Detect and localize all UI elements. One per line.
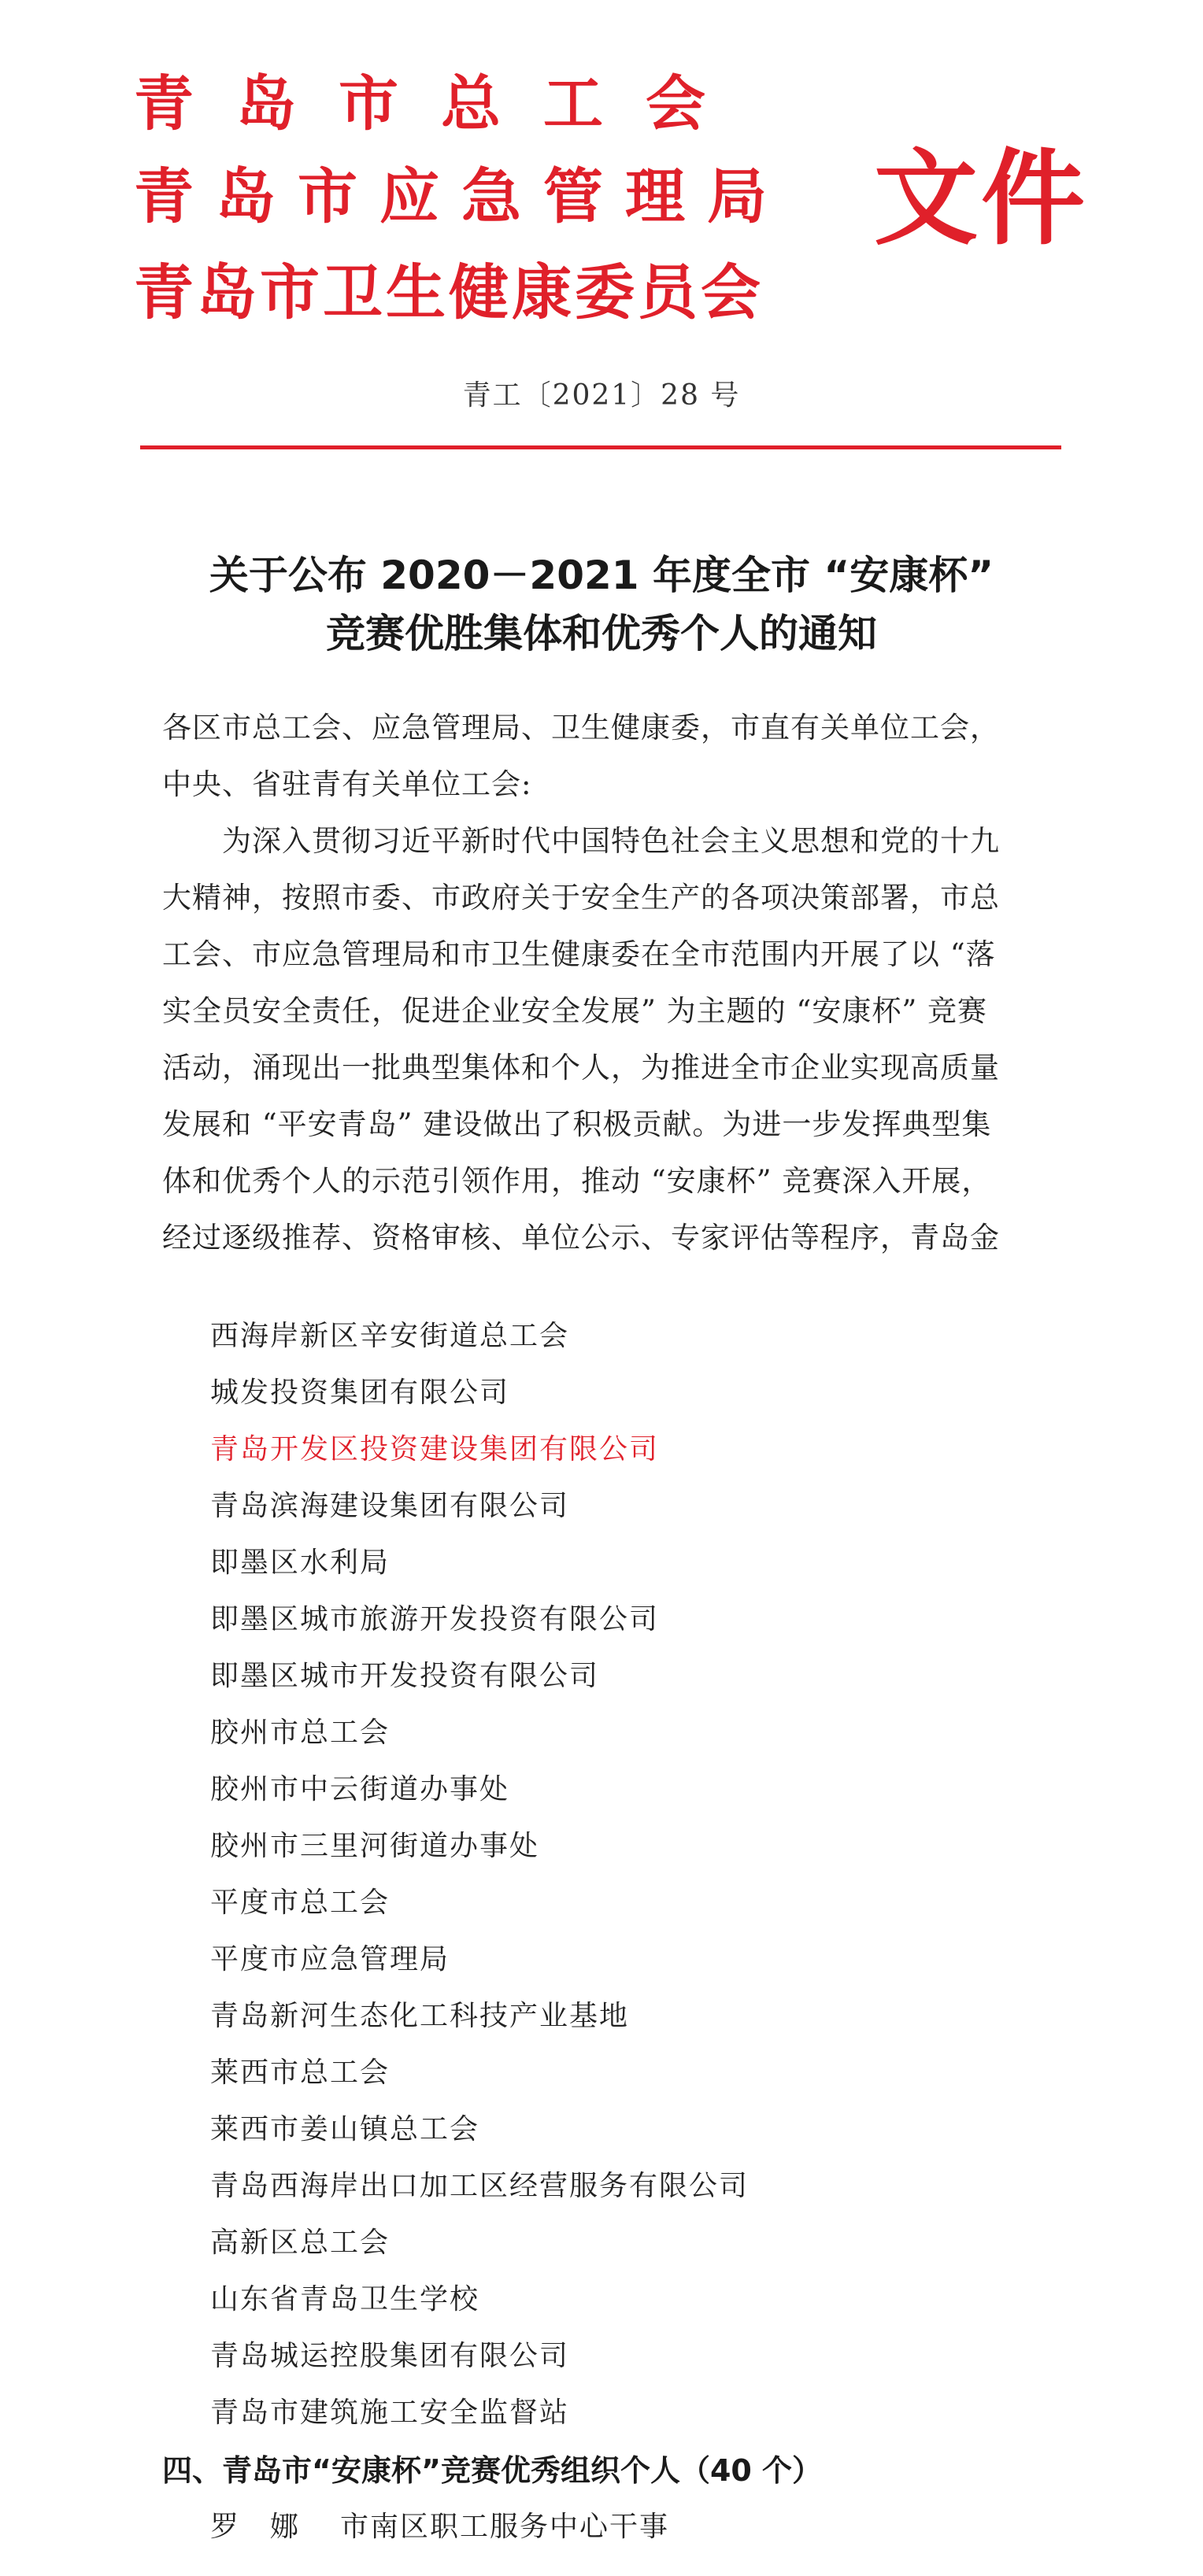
- list-item: 西海岸新区辛安街道总工会: [210, 1320, 570, 1352]
- body-line: 中央、省驻青有关单位工会:: [162, 767, 532, 801]
- list-item: 胶州市总工会: [210, 1717, 391, 1749]
- document-number: 青工〔2021〕28 号: [462, 379, 741, 412]
- red-divider: [140, 445, 1061, 449]
- list-item: 莱西市总工会: [210, 2057, 391, 2089]
- list-item: 青岛市建筑施工安全监督站: [210, 2397, 570, 2429]
- body-line: 活动，涌现出一批典型集体和个人，为推进全市企业实现高质量: [162, 1051, 1000, 1085]
- body-line: 经过逐级推荐、资格审核、单位公示、专家评估等程序，青岛金: [162, 1221, 1000, 1255]
- notice-title-line-1: 关于公布 2020－2021 年度全市 “安康杯”: [209, 553, 994, 598]
- list-item: 青岛新河生态化工科技产业基地: [210, 2000, 630, 2032]
- list-item: 莱西市姜山镇总工会: [210, 2113, 480, 2145]
- body-line: 各区市总工会、应急管理局、卫生健康委，市直有关单位工会，: [162, 711, 1000, 745]
- document-label: 文件: [874, 139, 1088, 260]
- body-line: 大精神，按照市委、市政府关于安全生产的各项决策部署，市总: [162, 881, 1000, 915]
- notice-title-line-2: 竞赛优胜集体和优秀个人的通知: [326, 611, 877, 656]
- issuer-health-commission: 青岛市卫生健康委员会: [134, 257, 764, 327]
- person-role: 市南区职工服务中心干事: [340, 2511, 670, 2543]
- body-line: 工会、市应急管理局和市卫生健康委在全市范围内开展了以 “落: [162, 937, 996, 971]
- body-line: 实全员安全责任，促进企业安全发展” 为主题的 “安康杯” 竞赛: [162, 994, 988, 1028]
- list-item: 平度市应急管理局: [210, 1943, 450, 1975]
- list-item: 青岛西海岸出口加工区经营服务有限公司: [210, 2170, 750, 2202]
- list-item: 城发投资集团有限公司: [210, 1377, 510, 1409]
- list-item: 即墨区城市开发投资有限公司: [210, 1660, 600, 1692]
- list-item: 山东省青岛卫生学校: [210, 2283, 480, 2315]
- list-item: 即墨区城市旅游开发投资有限公司: [210, 1603, 660, 1635]
- issuer-trade-union: 青岛市总工会: [134, 68, 748, 139]
- list-item: 平度市总工会: [210, 1887, 391, 1919]
- list-item: 即墨区水利局: [210, 1547, 391, 1579]
- list-item: 青岛滨海建设集团有限公司: [210, 1490, 570, 1522]
- issuer-emergency-bureau: 青岛市应急管理局: [134, 161, 789, 231]
- list-item: 青岛城运控股集团有限公司: [210, 2340, 570, 2372]
- section-heading: 四、青岛市“安康杯”竞赛优秀组织个人（40 个）: [162, 2453, 823, 2488]
- body-line: 体和优秀个人的示范引领作用，推动 “安康杯” 竞赛深入开展，: [162, 1164, 992, 1198]
- list-item: 胶州市中云街道办事处: [210, 1773, 510, 1805]
- list-item-highlighted: 青岛开发区投资建设集团有限公司: [210, 1433, 660, 1465]
- body-line: 为深入贯彻习近平新时代中国特色社会主义思想和党的十九: [162, 824, 1000, 858]
- list-item: 胶州市三里河街道办事处: [210, 1830, 540, 1862]
- body-line: 发展和 “平安青岛” 建设做出了积极贡献。为进一步发挥典型集: [162, 1107, 992, 1141]
- person-name: 罗娜: [210, 2511, 331, 2543]
- list-item: 高新区总工会: [210, 2227, 391, 2259]
